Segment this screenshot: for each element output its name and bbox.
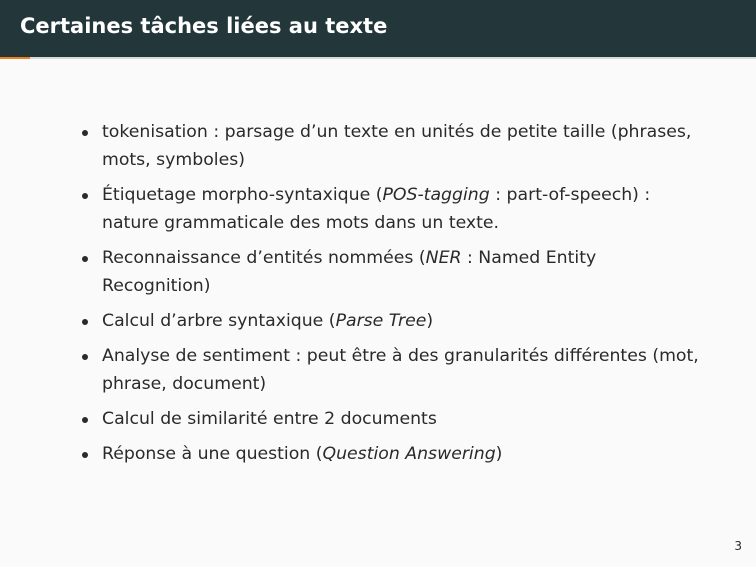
list-item <box>80 342 700 398</box>
item-text: Réponse à une question ( <box>102 444 323 464</box>
item-text: Calcul d’arbre syntaxique ( <box>102 311 336 331</box>
progress-bar <box>0 57 756 59</box>
bullet-icon <box>82 354 88 360</box>
slide-header <box>0 0 756 57</box>
list-item <box>80 244 700 300</box>
item-text: ) <box>495 444 503 464</box>
item-term: Parse Tree <box>335 311 427 331</box>
item-text: tokenisation : parsage d’un texte en unités de petite taille (phrases, mots, symboles) <box>102 122 692 170</box>
item-text: Étiquetage morpho-syntaxique ( <box>102 185 383 205</box>
bullet-icon <box>82 130 88 136</box>
item-text: Analyse de sentiment : peut être à des granularités différentes (mot, phrase, document) <box>102 346 699 394</box>
list-item <box>80 307 700 335</box>
bullet-icon <box>82 256 88 262</box>
page-number: 3 <box>734 539 742 553</box>
bullet-icon <box>82 319 88 325</box>
bullet-icon <box>82 417 88 423</box>
item-text: : Named Entity Recognition) <box>102 248 597 296</box>
item-term: POS-tagging <box>382 185 490 205</box>
list-item <box>80 118 700 174</box>
list-item <box>80 181 700 237</box>
task-list <box>80 118 700 475</box>
item-text: Calcul de similarité entre 2 documents <box>102 409 437 429</box>
item-text: Reconnaissance d’entités nommées ( <box>102 248 426 268</box>
item-text: : part-of-speech) : nature grammaticale des mots dans un texte. <box>102 185 651 233</box>
list-item <box>80 440 700 468</box>
progress-bar-fill <box>0 57 30 59</box>
item-term: NER <box>425 248 462 268</box>
list-item <box>80 405 700 433</box>
bullet-icon <box>82 452 88 458</box>
slide-title: Certaines tâches liées au texte <box>20 14 388 38</box>
item-text: ) <box>426 311 434 331</box>
bullet-icon <box>82 193 88 199</box>
item-term: Question Answering <box>322 444 496 464</box>
